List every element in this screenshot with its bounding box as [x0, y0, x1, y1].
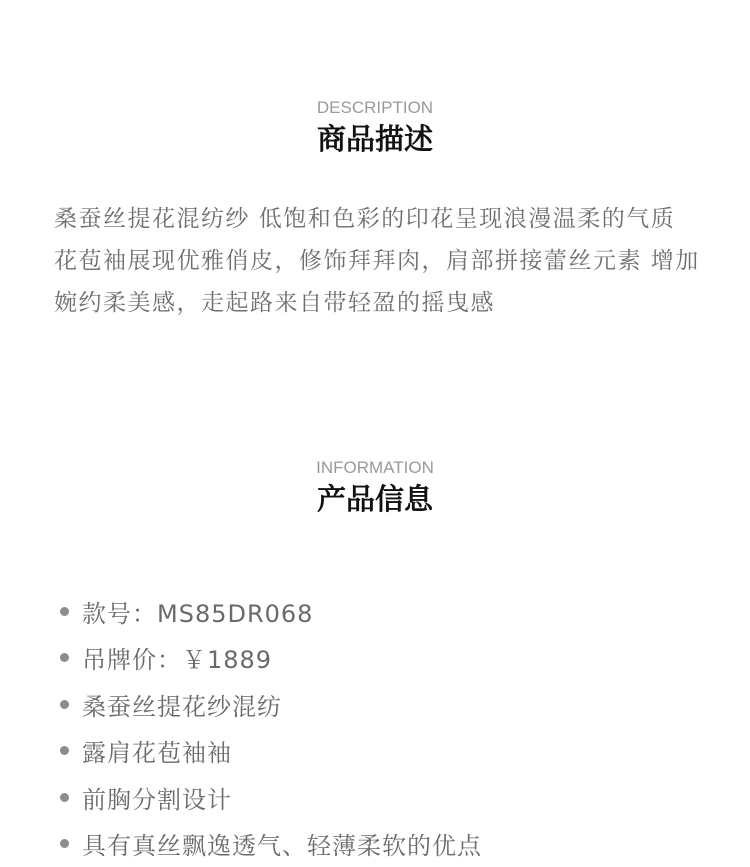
information-header	[0, 458, 750, 517]
info-item-tag-price	[60, 635, 482, 682]
info-item-text: 具有真丝飘逸透气、轻薄柔软的优点	[82, 826, 482, 861]
info-item-sleeve	[60, 728, 482, 775]
info-item-chest	[60, 774, 482, 821]
info-item-text: 露肩花苞袖袖	[82, 733, 232, 768]
description-text: 桑蚕丝提花混纺纱 低饱和色彩的印花呈现浪漫温柔的气质 花苞袖展现优雅俏皮，修饰拜拜肉，肩部拼接蕾丝元素 增加婉约柔美感，走起路来自带轻盈的摇曳感	[54, 198, 704, 324]
description-header	[0, 98, 750, 157]
bullet-dot-icon	[60, 746, 69, 755]
bullet-dot-icon	[60, 653, 69, 662]
bullet-dot-icon	[60, 607, 69, 616]
information-title: 产品信息	[0, 481, 750, 517]
information-eyebrow: INFORMATION	[0, 458, 750, 478]
description-title: 商品描述	[0, 121, 750, 157]
bullet-dot-icon	[60, 700, 69, 709]
product-info-list	[60, 588, 482, 867]
info-item-style-number	[60, 588, 482, 635]
info-item-text: 吊牌价：￥1889	[82, 640, 272, 675]
info-item-feature	[60, 821, 482, 867]
info-item-text: 桑蚕丝提花纱混纺	[82, 687, 282, 722]
info-item-text: 款号：MS85DR068	[82, 594, 313, 629]
description-eyebrow: DESCRIPTION	[0, 98, 750, 118]
info-item-text: 前胸分割设计	[82, 780, 232, 815]
info-item-fabric	[60, 681, 482, 728]
bullet-dot-icon	[60, 839, 69, 848]
bullet-dot-icon	[60, 793, 69, 802]
